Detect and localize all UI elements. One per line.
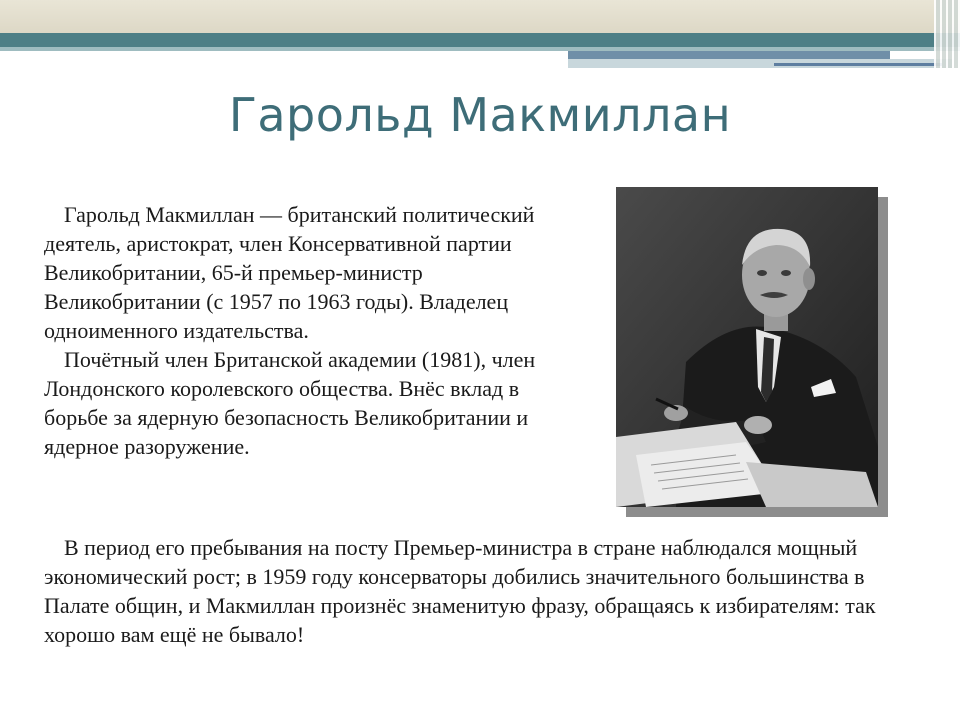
header-accent-line [774, 63, 942, 66]
paragraph-honors: Почётный член Британской академии (1981), член Лондонского королевского общества. Внёс вклад в борьбе за ядерную безопасность Великобритании и ядерное разоружение. [44, 347, 536, 459]
header-accent-blue [568, 51, 890, 59]
paragraph-premiership: В период его пребывания на посту Премьер-министра в стране наблюдался мощный экономический рост; в 1959 году консерваторы добились значительного большинства в Палате общин, и Макмиллан произнёс знаменитую фразу, обращаясь к избирателям: так хорошо вам ещё не бывало! [44, 535, 876, 647]
header-band-teal [0, 33, 960, 47]
intro-text-block [44, 200, 574, 461]
portrait-illustration [616, 187, 878, 507]
paragraph-biography: Гарольд Макмиллан — британский политический деятель, аристократ, член Консервативной партии Великобритании, 65-й премьер-министр Великобритании (с 1957 по 1963 годы). Владелец одноименного издательства. [44, 202, 535, 343]
corner-stripes-decoration [934, 0, 960, 68]
slide-title: Гарольд Макмиллан [228, 88, 732, 142]
portrait-photo [616, 187, 878, 507]
header-band-beige [0, 0, 960, 33]
